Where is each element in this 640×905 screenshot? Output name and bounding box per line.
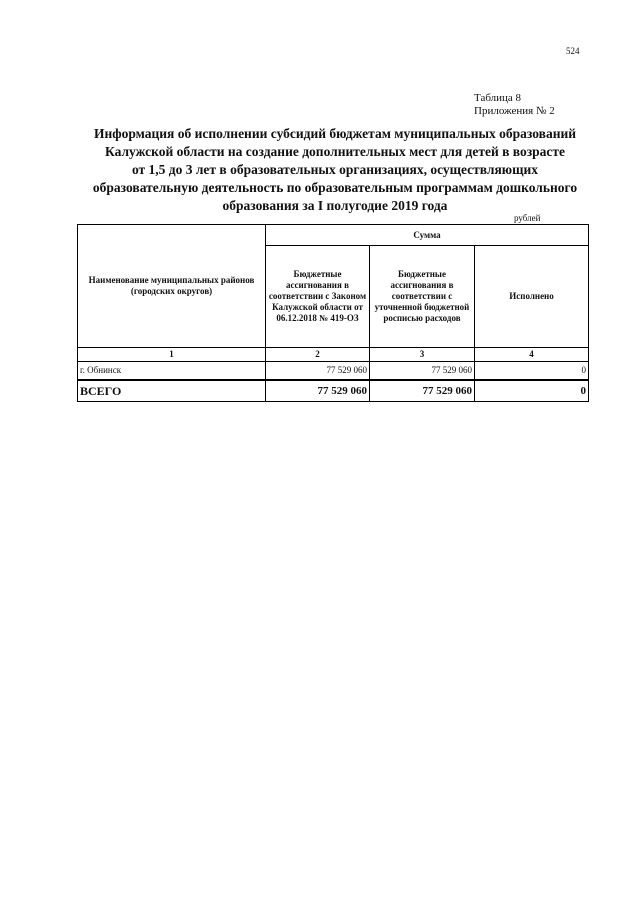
total-executed: 0: [475, 380, 589, 402]
document-title: [70, 125, 600, 215]
column-number-row: [78, 348, 589, 362]
total-budget-law: 77 529 060: [266, 380, 370, 402]
header-row-1: [78, 225, 589, 246]
total-label: ВСЕГО: [78, 380, 266, 402]
executed-value: 0: [475, 362, 589, 381]
total-budget-refined: 77 529 060: [370, 380, 475, 402]
title-line4: образовательную деятельность по образовательным программам дошкольного: [92, 180, 578, 195]
column-number: 2: [266, 348, 370, 362]
header-budget-refined: Бюджетные ассигнования в соответствии с уточненной бюджетной росписью расходов: [370, 246, 475, 348]
table-row: [78, 362, 589, 381]
column-number: 3: [370, 348, 475, 362]
subsidy-table: [77, 224, 589, 402]
column-number: 4: [475, 348, 589, 362]
table-reference-line2: Приложения № 2: [474, 105, 555, 117]
header-sum: Сумма: [266, 225, 589, 246]
municipality-name: г. Обнинск: [78, 362, 266, 381]
title-line3: от 1,5 до 3 лет в образовательных организациях, осуществляющих: [131, 162, 539, 177]
budget-refined-value: 77 529 060: [370, 362, 475, 381]
total-row: [78, 380, 589, 402]
unit-label: рублей: [514, 213, 541, 223]
header-municipality: Наименование муниципальных районов (городских округов): [78, 225, 266, 348]
budget-law-value: 77 529 060: [266, 362, 370, 381]
header-budget-law: Бюджетные ассигнования в соответствии с Законом Калужской области от 06.12.2018 № 419-ОЗ: [266, 246, 370, 348]
title-line1: Информация об исполнении субсидий бюджетам муниципальных образований: [93, 126, 577, 141]
page-number: 524: [566, 46, 580, 56]
column-number: 1: [78, 348, 266, 362]
title-line5: образования за I полугодие 2019 года: [222, 198, 448, 213]
table-reference: [474, 92, 555, 118]
table-reference-line1: Таблица 8: [474, 92, 522, 104]
header-executed: Исполнено: [475, 246, 589, 348]
title-line2: Калужской области на создание дополнительных мест для детей в возрасте: [104, 144, 566, 159]
